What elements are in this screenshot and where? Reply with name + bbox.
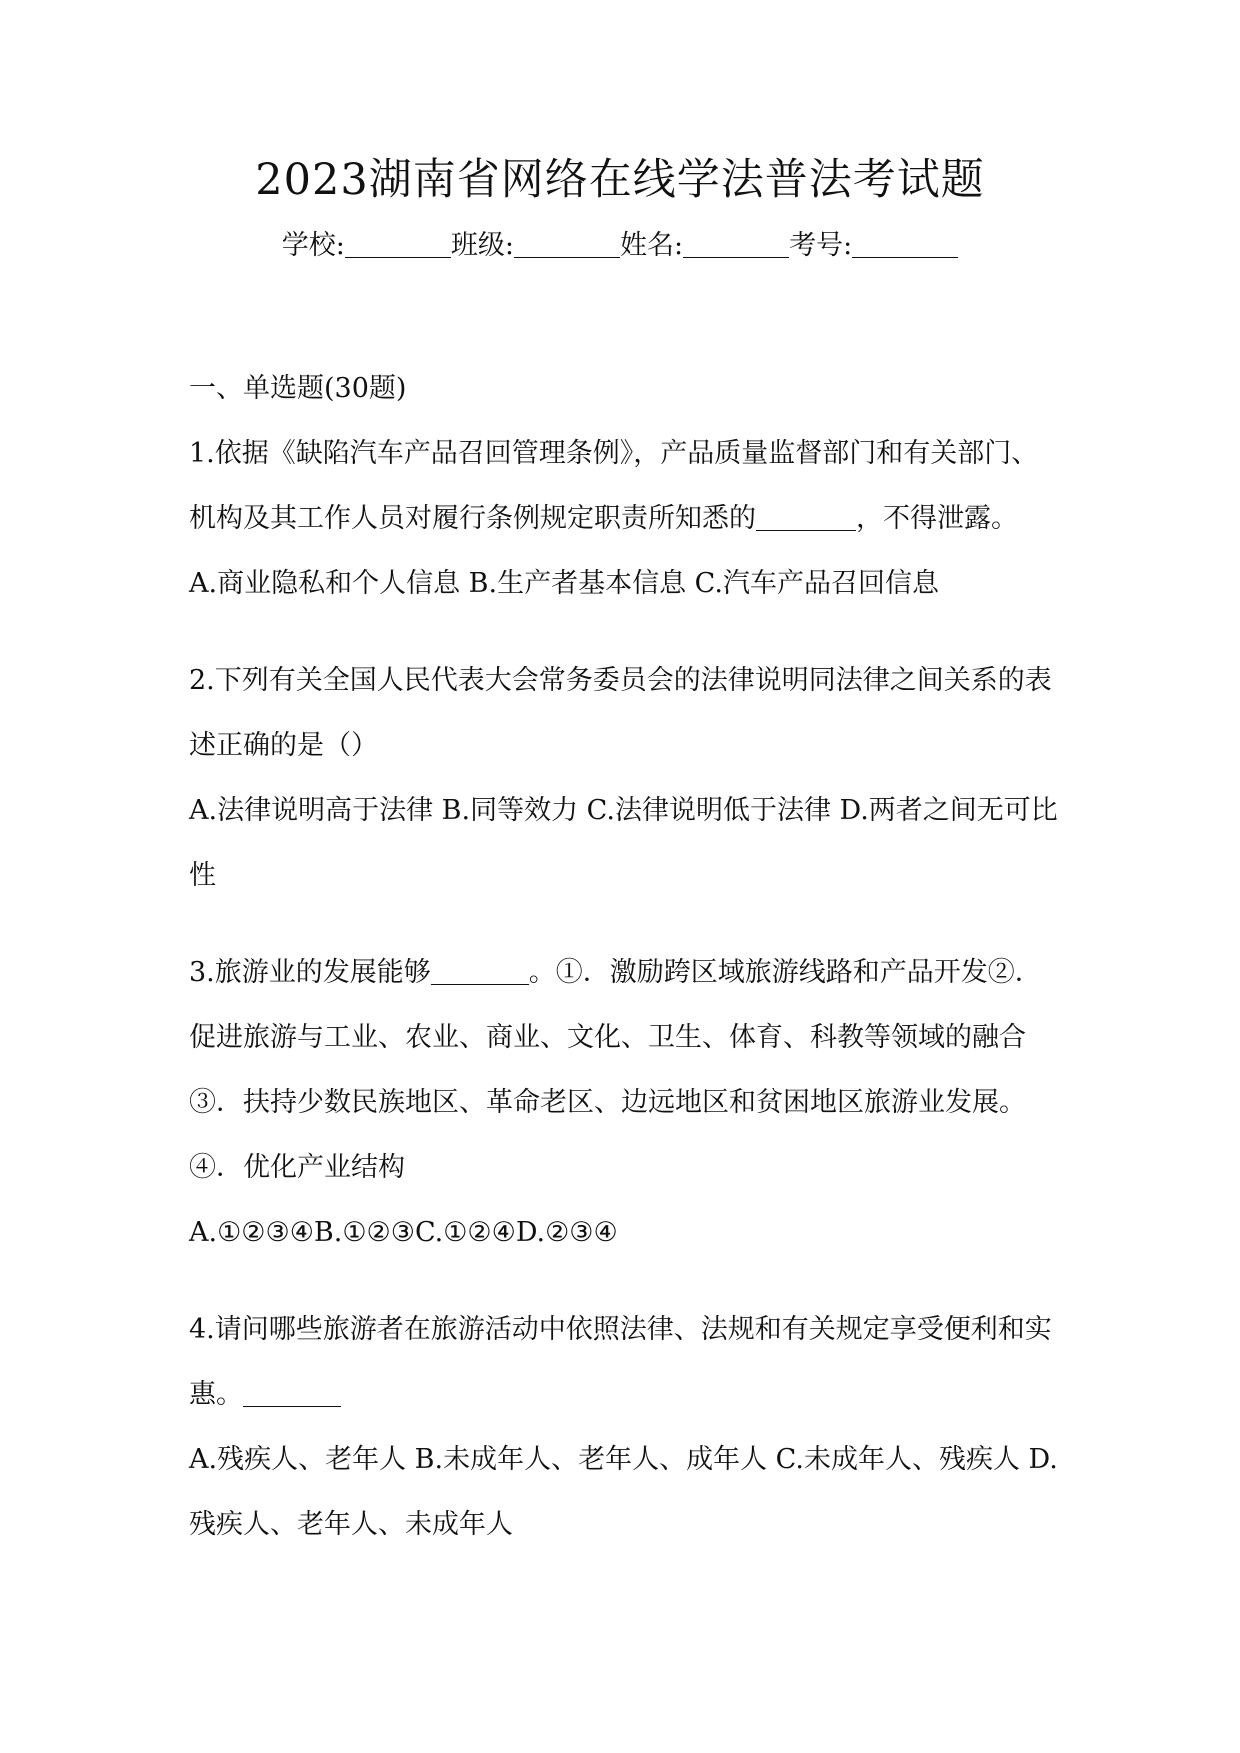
name-label: 姓名:: [620, 230, 684, 261]
question-stem: 3.旅游业的发展能够 。①．激励跨区域旅游线路和产品开发②．促进旅游与工业、农业、商业、文化、卫生、体育、科教等领域的融合③．扶持少数民族地区、革命老区、边远地区和贫困地区旅游业发展。④．优化产业结构: [189, 940, 1061, 1200]
question-stem: 4.请问哪些旅游者在旅游活动中依照法律、法规和有关规定享受便利和实惠。: [189, 1314, 1052, 1410]
answer-blank: [431, 954, 529, 985]
question-options: A.①②③④B.①②③C.①②④D.②③④: [189, 1217, 618, 1248]
question-4: [189, 1297, 1061, 1557]
exam-number-label: 考号:: [789, 230, 853, 261]
student-info-line: [0, 226, 1240, 266]
question-1: [189, 421, 1061, 616]
question-options: A.残疾人、老年人 B.未成年人、老年人、成年人 C.未成年人、残疾人 D.残疾人、老年人、未成年人: [189, 1444, 1058, 1540]
class-label: 班级:: [450, 230, 514, 261]
school-label: 学校:: [281, 230, 345, 261]
question-3: [189, 940, 1061, 1265]
exam-number-blank: [852, 227, 958, 258]
school-blank: [345, 227, 451, 258]
exam-content: [189, 356, 1061, 1557]
class-blank: [514, 227, 620, 258]
question-stem: 2.下列有关全国人民代表大会常务委员会的法律说明同法律之间关系的表述正确的是（）: [189, 665, 1052, 761]
question-options: A.法律说明高于法律 B.同等效力 C.法律说明低于法律 D.两者之间无可比性: [189, 795, 1058, 891]
section-title: 一、单选题(30题): [189, 373, 407, 404]
page-title: 2023湖南省网络在线学法普法考试题: [255, 155, 985, 205]
question-stem: 1.依据《缺陷汽车产品召回管理条例》，产品质量监督部门和有关部门、机构及其工作人员对履行条例规定职责所知悉的 ，不得泄露。: [189, 438, 1039, 534]
name-blank: [683, 227, 789, 258]
answer-blank: [243, 1376, 341, 1407]
question-2: [189, 648, 1061, 908]
question-options: A.商业隐私和个人信息 B.生产者基本信息 C.汽车产品召回信息: [189, 568, 939, 599]
answer-blank: [756, 500, 856, 531]
